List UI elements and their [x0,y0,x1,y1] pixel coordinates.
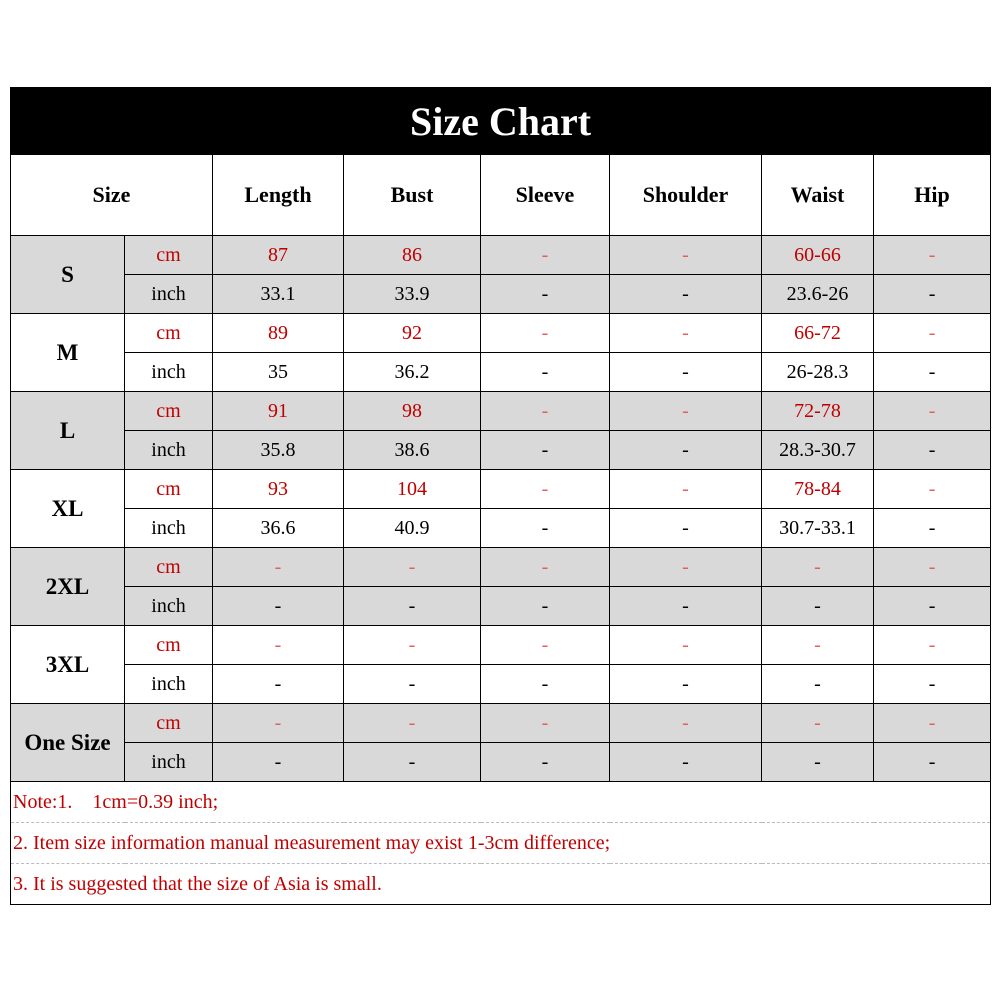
hip-cm-value: - [874,548,991,587]
waist-cm-value: 66-72 [762,314,874,353]
bust-inch-value: - [344,743,481,782]
length-cm-value: 91 [213,392,344,431]
bust-cm-value: 98 [344,392,481,431]
size-label: XL [11,470,125,548]
shoulder-cm-value: - [610,314,762,353]
bust-inch-value: - [344,665,481,704]
size-row-cm [11,626,991,665]
note-3: 3. It is suggested that the size of Asia is small. [11,864,991,905]
shoulder-inch-value: - [610,743,762,782]
sleeve-cm-value: - [481,314,610,353]
size-row-cm [11,236,991,275]
length-inch-value: 33.1 [213,275,344,314]
unit-label-cm: cm [125,392,213,431]
bust-inch-value: 40.9 [344,509,481,548]
hip-inch-value: - [874,353,991,392]
length-cm-value: 89 [213,314,344,353]
bust-cm-value: - [344,704,481,743]
length-inch-value: - [213,587,344,626]
hip-cm-value: - [874,626,991,665]
bust-inch-value: 33.9 [344,275,481,314]
sleeve-cm-value: - [481,626,610,665]
unit-label-cm: cm [125,548,213,587]
waist-cm-value: - [762,626,874,665]
length-cm-value: - [213,626,344,665]
bust-cm-value: 104 [344,470,481,509]
sleeve-cm-value: - [481,392,610,431]
waist-cm-value: 78-84 [762,470,874,509]
waist-inch-value: - [762,665,874,704]
bust-cm-value: 86 [344,236,481,275]
length-cm-value: - [213,704,344,743]
unit-label-cm: cm [125,626,213,665]
waist-inch-value: - [762,743,874,782]
header-shoulder: Shoulder [610,155,762,236]
shoulder-inch-value: - [610,353,762,392]
waist-cm-value: - [762,548,874,587]
hip-inch-value: - [874,431,991,470]
shoulder-inch-value: - [610,275,762,314]
sleeve-cm-value: - [481,236,610,275]
waist-inch-value: - [762,587,874,626]
shoulder-cm-value: - [610,236,762,275]
header-size: Size [11,155,213,236]
size-row-inch [11,743,991,782]
sleeve-inch-value: - [481,665,610,704]
size-row-inch [11,509,991,548]
shoulder-inch-value: - [610,665,762,704]
sleeve-inch-value: - [481,743,610,782]
shoulder-cm-value: - [610,626,762,665]
unit-label-inch: inch [125,743,213,782]
hip-cm-value: - [874,704,991,743]
size-label: S [11,236,125,314]
sleeve-inch-value: - [481,431,610,470]
unit-label-cm: cm [125,314,213,353]
length-inch-value: - [213,743,344,782]
bust-cm-value: - [344,548,481,587]
hip-inch-value: - [874,275,991,314]
hip-cm-value: - [874,236,991,275]
hip-inch-value: - [874,509,991,548]
unit-label-inch: inch [125,587,213,626]
shoulder-cm-value: - [610,548,762,587]
length-cm-value: 87 [213,236,344,275]
waist-cm-value: 60-66 [762,236,874,275]
size-label: One Size [11,704,125,782]
bust-cm-value: 92 [344,314,481,353]
length-cm-value: 93 [213,470,344,509]
note-1: Note:1. 1cm=0.39 inch; [11,782,991,823]
chart-title: Size Chart [11,88,991,155]
size-row-inch [11,431,991,470]
header-hip: Hip [874,155,991,236]
unit-label-cm: cm [125,236,213,275]
waist-inch-value: 28.3-30.7 [762,431,874,470]
unit-label-inch: inch [125,665,213,704]
size-row-cm [11,392,991,431]
length-inch-value: 36.6 [213,509,344,548]
shoulder-cm-value: - [610,392,762,431]
size-row-inch [11,275,991,314]
sleeve-inch-value: - [481,509,610,548]
hip-cm-value: - [874,470,991,509]
size-row-inch [11,665,991,704]
sleeve-inch-value: - [481,587,610,626]
unit-label-cm: cm [125,704,213,743]
length-inch-value: 35.8 [213,431,344,470]
size-row-cm [11,548,991,587]
unit-label-inch: inch [125,431,213,470]
waist-inch-value: 26-28.3 [762,353,874,392]
bust-inch-value: - [344,587,481,626]
length-inch-value: 35 [213,353,344,392]
waist-inch-value: 30.7-33.1 [762,509,874,548]
size-row-inch [11,587,991,626]
waist-cm-value: 72-78 [762,392,874,431]
note-2: 2. Item size information manual measurement may exist 1-3cm difference; [11,823,991,864]
sleeve-inch-value: - [481,353,610,392]
header-waist: Waist [762,155,874,236]
size-label: M [11,314,125,392]
size-label: L [11,392,125,470]
size-label: 2XL [11,548,125,626]
bust-cm-value: - [344,626,481,665]
shoulder-cm-value: - [610,704,762,743]
shoulder-inch-value: - [610,509,762,548]
size-row-cm [11,704,991,743]
length-cm-value: - [213,548,344,587]
hip-inch-value: - [874,587,991,626]
shoulder-cm-value: - [610,470,762,509]
size-row-cm [11,470,991,509]
hip-cm-value: - [874,392,991,431]
header-bust: Bust [344,155,481,236]
shoulder-inch-value: - [610,431,762,470]
size-label: 3XL [11,626,125,704]
bust-inch-value: 38.6 [344,431,481,470]
sleeve-cm-value: - [481,470,610,509]
hip-inch-value: - [874,743,991,782]
unit-label-cm: cm [125,470,213,509]
length-inch-value: - [213,665,344,704]
hip-inch-value: - [874,665,991,704]
size-row-inch [11,353,991,392]
bust-inch-value: 36.2 [344,353,481,392]
unit-label-inch: inch [125,275,213,314]
size-chart-table [10,87,991,905]
unit-label-inch: inch [125,353,213,392]
waist-cm-value: - [762,704,874,743]
header-sleeve: Sleeve [481,155,610,236]
sleeve-cm-value: - [481,704,610,743]
sleeve-cm-value: - [481,548,610,587]
sleeve-inch-value: - [481,275,610,314]
header-length: Length [213,155,344,236]
waist-inch-value: 23.6-26 [762,275,874,314]
shoulder-inch-value: - [610,587,762,626]
size-row-cm [11,314,991,353]
unit-label-inch: inch [125,509,213,548]
hip-cm-value: - [874,314,991,353]
